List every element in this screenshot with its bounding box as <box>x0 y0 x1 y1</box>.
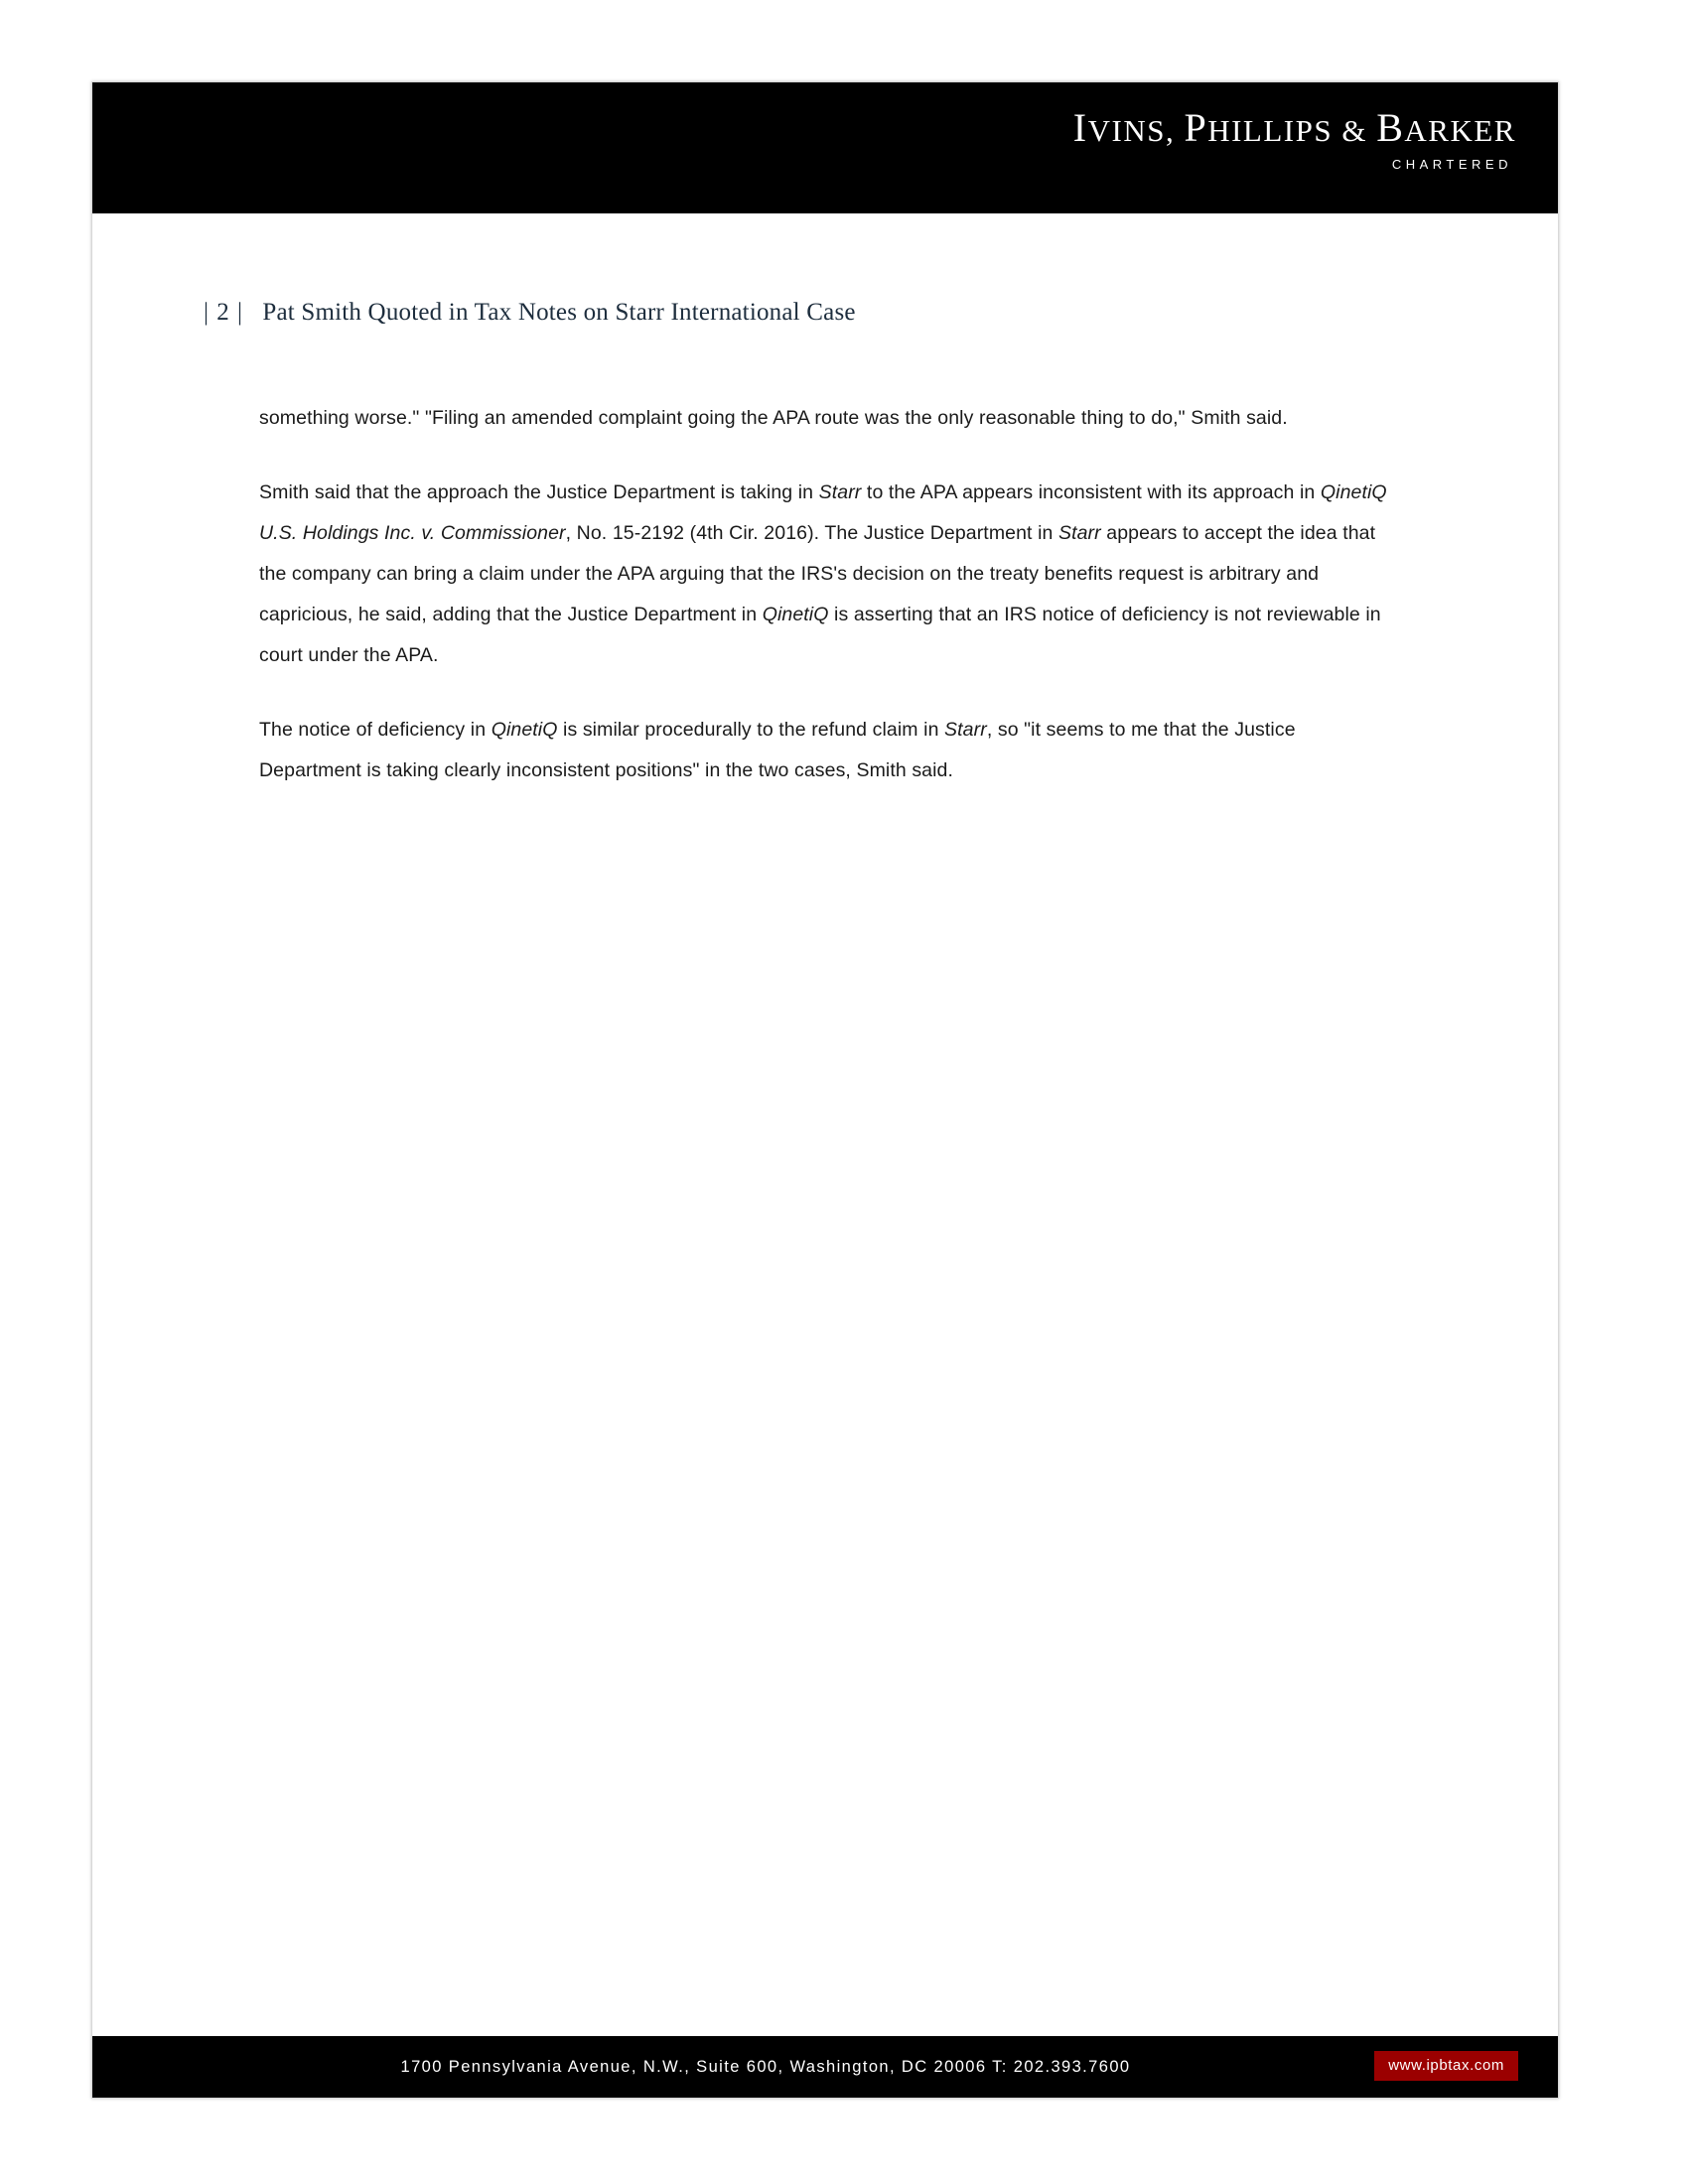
text-run: is similar procedurally to the refund claim in <box>557 719 945 741</box>
website-link[interactable]: www.ipbtax.com <box>1374 2051 1518 2081</box>
page-title <box>204 299 856 327</box>
paragraph <box>259 710 1391 791</box>
page-number-marker: | 2 | <box>204 299 244 326</box>
footer-address: 1700 Pennsylvania Avenue, N.W., Suite 600, Washington, DC 20006 T: 202.393.7600 <box>400 2058 1131 2076</box>
text-run: something worse." "Filing an amended complaint going the APA route was the only reasonable thing to do," Smith said. <box>259 407 1288 429</box>
case-name-italic: Starr <box>1057 522 1101 544</box>
header-band <box>92 82 1558 213</box>
document-page <box>91 81 1559 2099</box>
firm-name-b: B <box>1376 105 1405 150</box>
text-run: , No. 15-2192 (4th Cir. 2016). The Justice Department in <box>565 522 1058 544</box>
firm-name-i: I <box>1072 105 1088 150</box>
firm-name-p: P <box>1184 105 1208 150</box>
firm-name-hillips: HILLIPS <box>1207 113 1334 148</box>
case-name-italic: QinetiQ U.S. Holdings Inc. v. Commissioner <box>259 481 1387 544</box>
case-name-italic: Starr <box>818 481 862 503</box>
footer-band <box>92 2036 1558 2098</box>
text-run: , so "it seems to me that the Justice Department is taking clearly inconsistent positions" in the two cases, Smith said. <box>259 719 1296 781</box>
firm-name-arker: ARKER <box>1404 113 1516 148</box>
firm-logo <box>1073 106 1516 172</box>
text-run: appears to accept the idea that the company can bring a claim under the APA arguing that the IRS's decision on the treaty benefits request is arbitrary and capricious, he said, adding that the Justice Department in <box>259 522 1376 625</box>
firm-subtitle: CHARTERED <box>1391 157 1512 172</box>
page-title-text: Pat Smith Quoted in Tax Notes on Starr International Case <box>262 299 856 326</box>
firm-name-vins: VINS <box>1087 113 1166 148</box>
firm-name <box>1073 106 1516 153</box>
paragraph <box>259 473 1391 676</box>
text-run: Smith said that the approach the Justice Department is taking in <box>259 481 819 503</box>
paragraph <box>259 398 1391 439</box>
case-name-italic: QinetiQ <box>762 604 829 625</box>
text-run: to the APA appears inconsistent with its approach in <box>861 481 1321 503</box>
text-run: is asserting that an IRS notice of deficiency is not reviewable in court under the APA. <box>259 604 1381 666</box>
text-run: The notice of deficiency in <box>259 719 492 741</box>
article-body <box>259 398 1391 791</box>
firm-name-comma: , <box>1165 113 1185 148</box>
case-name-italic: QinetiQ <box>491 719 558 741</box>
case-name-italic: Starr <box>944 719 987 741</box>
firm-name-amp: & <box>1333 113 1377 148</box>
